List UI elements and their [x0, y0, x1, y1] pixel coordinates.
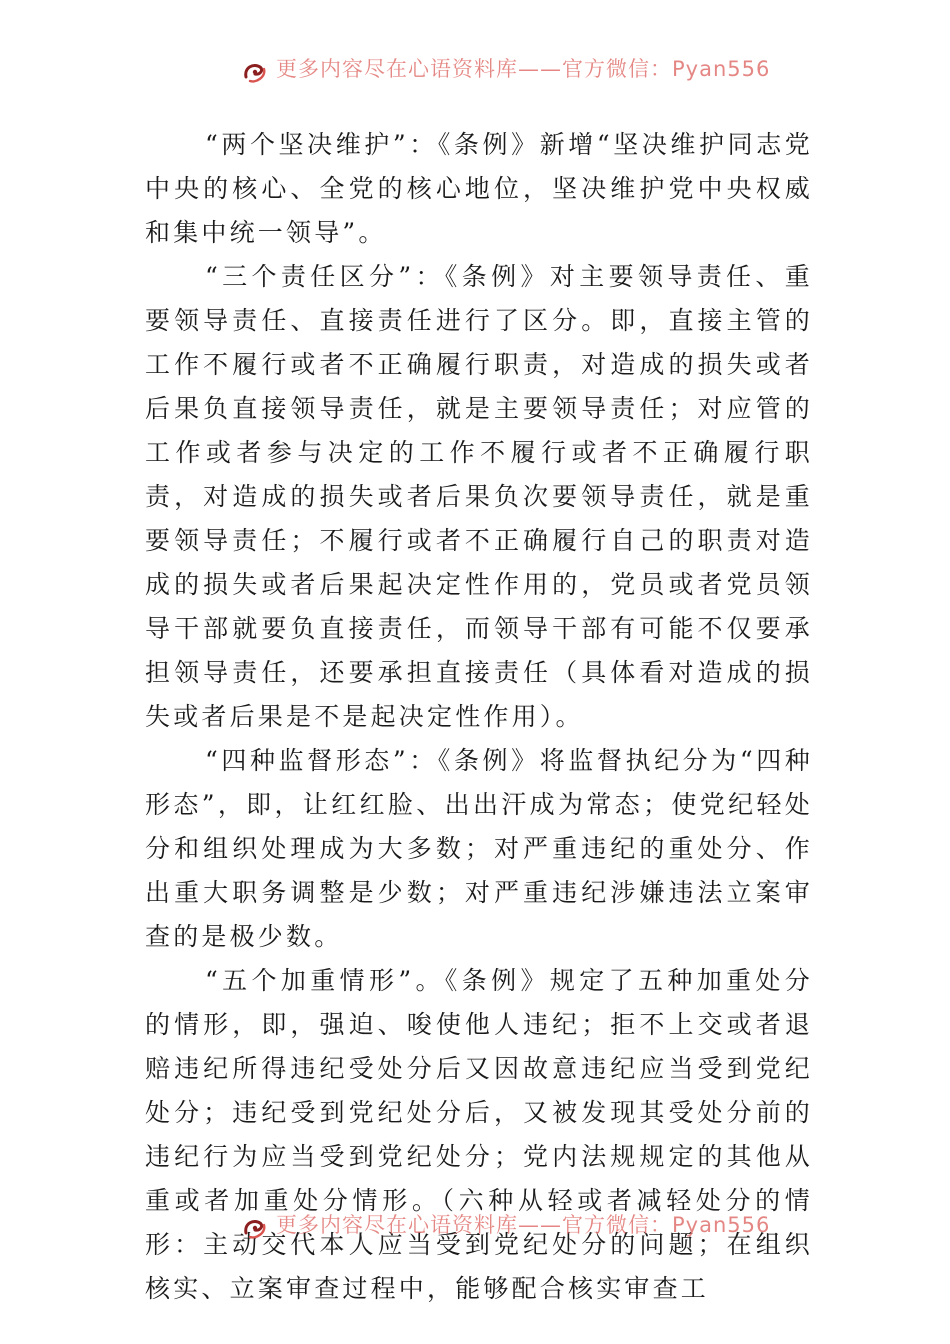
logo-icon [240, 1213, 270, 1243]
footer-watermark-banner [0, 1208, 950, 1248]
header-watermark-banner [0, 52, 950, 92]
paragraph-three-responsibilities: “三个责任区分”：《条例》对主要领导责任、重要领导责任、直接责任进行了区分。即，直接主管的工作不履行或者不正确履行职责，对造成的损失或者后果负直接领导责任，就是主要领导责任；对应管的工作或者参与决定的工作不履行或者不正确履行职责，对造成的损失或者后果负次要领导责任，就是重要领导责任；不履行或者不正确履行自己的职责对造成的损失或者后果起决定性作用的，党员或者党员领导干部就要负直接责任，而领导干部有可能不仅要承担领导责任，还要承担直接责任（具体看对造成的损失或者后果是不是起决定性作用）。 [145, 262, 813, 731]
footer-watermark-text: 更多内容尽在心语资料库——官方微信：Pyan556 [276, 1213, 771, 1237]
header-watermark-text: 更多内容尽在心语资料库——官方微信：Pyan556 [276, 57, 771, 81]
logo-icon [240, 57, 270, 87]
paragraph-two-resolute-safeguards: “两个坚决维护”：《条例》新增“坚决维护同志党中央的核心、全党的核心地位，坚决维护党中央权威和集中统一领导”。 [145, 130, 813, 247]
paragraph-five-aggravating-circumstances: “五个加重情形”。《条例》规定了五种加重处分的情形，即，强迫、唆使他人违纪；拒不上交或者退赔违纪所得违纪受处分后又因故意违纪应当受到党纪处分；违纪受到党纪处分后，又被发现其受处分前的违纪行为应当受到党纪处分；党内法规规定的其他从重或者加重处分情形。（六种从轻或者减轻处分的情形：主动交代本人应当受到党纪处分的问题；在组织核实、立案审查过程中，能够配合核实审查工 [145, 966, 813, 1303]
document-body [145, 123, 813, 1311]
paragraph-four-supervision-forms: “四种监督形态”：《条例》将监督执纪分为“四种形态”，即，让红红脸、出出汗成为常态；使党纪轻处分和组织处理成为大多数；对严重违纪的重处分、作出重大职务调整是少数；对严重违纪涉嫌违法立案审查的是极少数。 [145, 746, 813, 951]
